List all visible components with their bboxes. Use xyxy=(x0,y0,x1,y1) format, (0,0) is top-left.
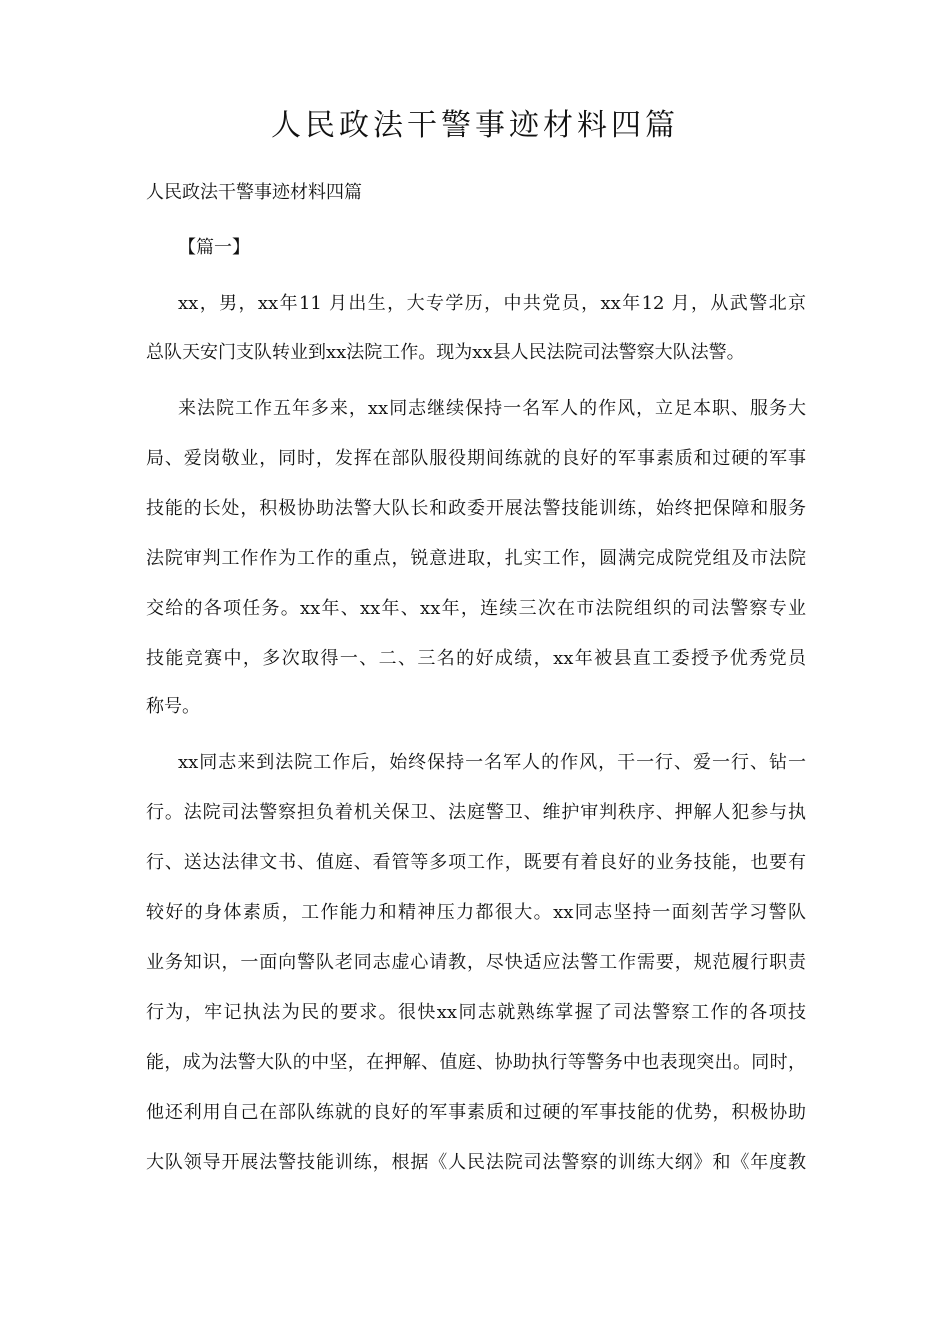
paragraph-line: 法院审判工作作为工作的重点，锐意进取，扎实工作，圆满完成院党组及市法院 xyxy=(146,548,806,569)
document-subtitle: 人民政法干警事迹材料四篇 xyxy=(146,182,362,203)
section-heading: 【篇一】 xyxy=(178,237,250,258)
paragraph-line: 行、送达法律文书、值庭、看管等多项工作，既要有着良好的业务技能，也要有 xyxy=(146,852,806,873)
paragraph-line: 交给的各项任务。xx年、xx年、xx年，连续三次在市法院组织的司法警察专业 xyxy=(146,598,806,619)
document-title: 人民政法干警事迹材料四篇 xyxy=(271,108,679,143)
paragraph-line: xx同志来到法院工作后，始终保持一名军人的作风，干一行、爱一行、钻一 xyxy=(178,752,806,773)
paragraph-line: 技能的长处，积极协助法警大队长和政委开展法警技能训练，始终把保障和服务 xyxy=(146,498,806,519)
paragraph-line: xx，男，xx年11 月出生，大专学历，中共党员，xx年12 月，从武警北京 xyxy=(178,293,806,314)
paragraph-line: 总队天安门支队转业到xx法院工作。现为xx县人民法院司法警察大队法警。 xyxy=(146,342,745,363)
paragraph-line: 技能竞赛中，多次取得一、二、三名的好成绩，xx年被县直工委授予优秀党员 xyxy=(146,648,806,669)
paragraph-line: 大队领导开展法警技能训练，根据《人民法院司法警察的训练大纲》和《年度教 xyxy=(146,1152,806,1173)
paragraph-line: 业务知识，一面向警队老同志虚心请教，尽快适应法警工作需要，规范履行职责 xyxy=(146,952,806,973)
paragraph-line: 来法院工作五年多来，xx同志继续保持一名军人的作风，立足本职、服务大 xyxy=(178,398,806,419)
paragraph-line: 行。法院司法警察担负着机关保卫、法庭警卫、维护审判秩序、押解人犯参与执 xyxy=(146,802,806,823)
paragraph-line: 行为，牢记执法为民的要求。很快xx同志就熟练掌握了司法警察工作的各项技 xyxy=(146,1002,806,1023)
paragraph-line: 较好的身体素质，工作能力和精神压力都很大。xx同志坚持一面刻苦学习警队 xyxy=(146,902,806,923)
paragraph-line: 他还利用自己在部队练就的良好的军事素质和过硬的军事技能的优势，积极协助 xyxy=(146,1102,806,1123)
paragraph-line: 局、爱岗敬业，同时，发挥在部队服役期间练就的良好的军事素质和过硬的军事 xyxy=(146,448,806,469)
paragraph-line: 称号。 xyxy=(146,696,200,717)
paragraph-line: 能，成为法警大队的中坚，在押解、值庭、协助执行等警务中也表现突出。同时， xyxy=(146,1052,806,1073)
